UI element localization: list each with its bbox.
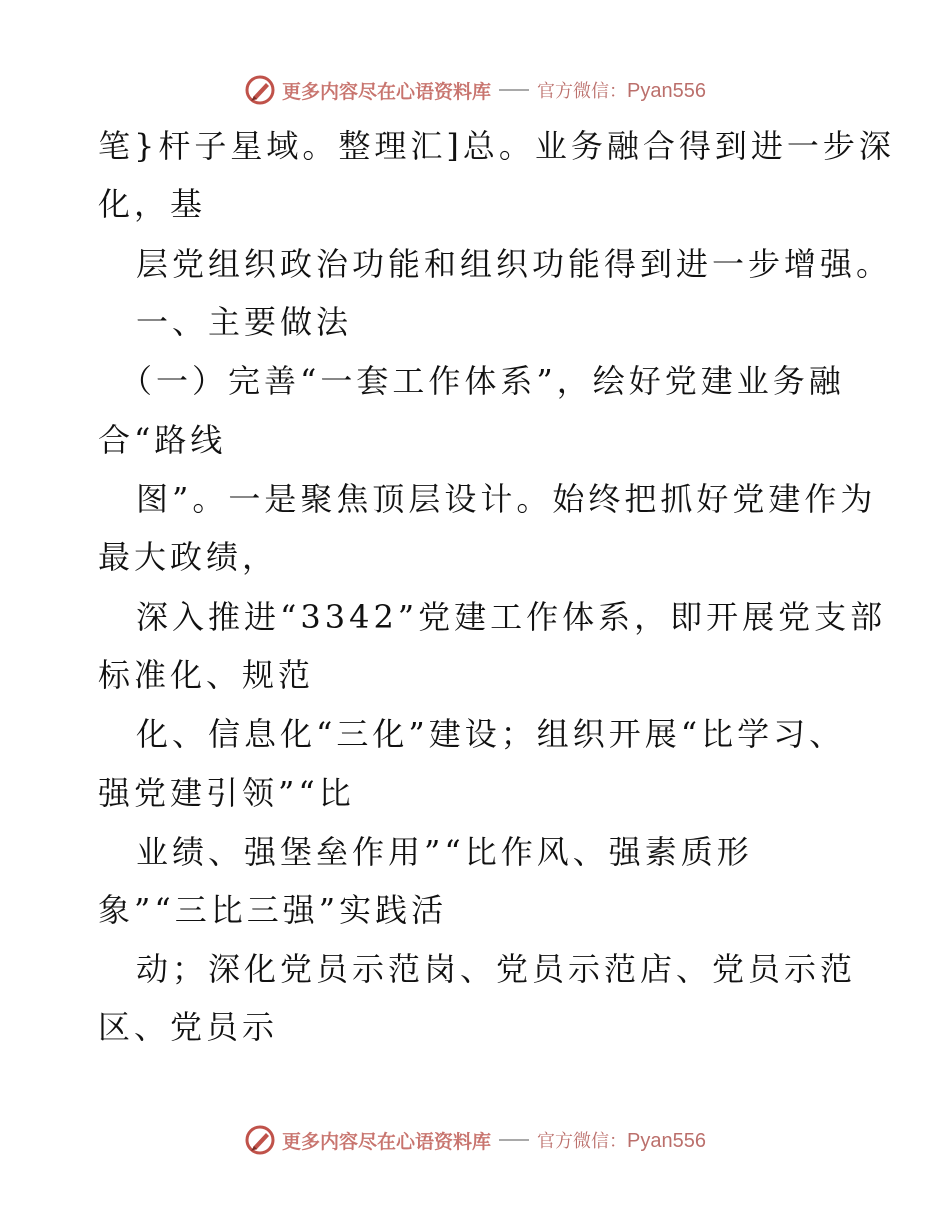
- body-line: 最大政绩，: [98, 538, 279, 576]
- subsection-heading: （一）完善“一套工作体系”，绘好党建业务融: [120, 362, 845, 400]
- footer-watermark: [0, 1120, 950, 1160]
- body-line: 深入推进“3342”党建工作体系，即开展党支部: [136, 598, 887, 636]
- body-line: 强党建引领”“比: [98, 774, 355, 812]
- body-line: 化、信息化“三化”建设；组织开展“比学习、: [136, 715, 846, 753]
- body-line: 化，基: [98, 185, 207, 223]
- watermark-contact-label: 官方微信：: [537, 81, 628, 102]
- body-line: 标准化、规范: [98, 656, 315, 694]
- watermark-title: 更多内容尽在心语资料库: [282, 1130, 492, 1153]
- watermark-contact-id: Pyan556: [627, 1130, 706, 1152]
- body-line: 象”“三比三强”实践活: [98, 891, 448, 929]
- pen-seal-icon: [244, 74, 276, 106]
- watermark-divider: [499, 1139, 529, 1141]
- watermark-title: 更多内容尽在心语资料库: [282, 80, 492, 103]
- watermark-contact-id: Pyan556: [627, 80, 706, 102]
- pen-seal-icon: [244, 1124, 276, 1156]
- header-watermark: [0, 70, 950, 110]
- body-line: 动；深化党员示范岗、党员示范店、党员示范: [136, 950, 857, 988]
- body-line: 业绩、强堡垒作用”“比作风、强素质形: [136, 833, 753, 871]
- body-line: 图”。一是聚焦顶层设计。始终把抓好党建作为: [136, 480, 877, 518]
- body-line: 笔}杆子星域。整理汇]总。业务融合得到进一步深: [98, 127, 895, 165]
- watermark-contact: [537, 1127, 706, 1153]
- body-line: 区、党员示: [98, 1008, 279, 1046]
- watermark-contact-label: 官方微信：: [537, 1131, 628, 1152]
- section-heading: 一、主要做法: [136, 303, 353, 341]
- watermark-contact: [537, 77, 706, 103]
- body-line: 合“路线: [98, 421, 227, 459]
- watermark-divider: [499, 89, 529, 91]
- body-line: 层党组织政治功能和组织功能得到进一步增强。: [136, 245, 893, 283]
